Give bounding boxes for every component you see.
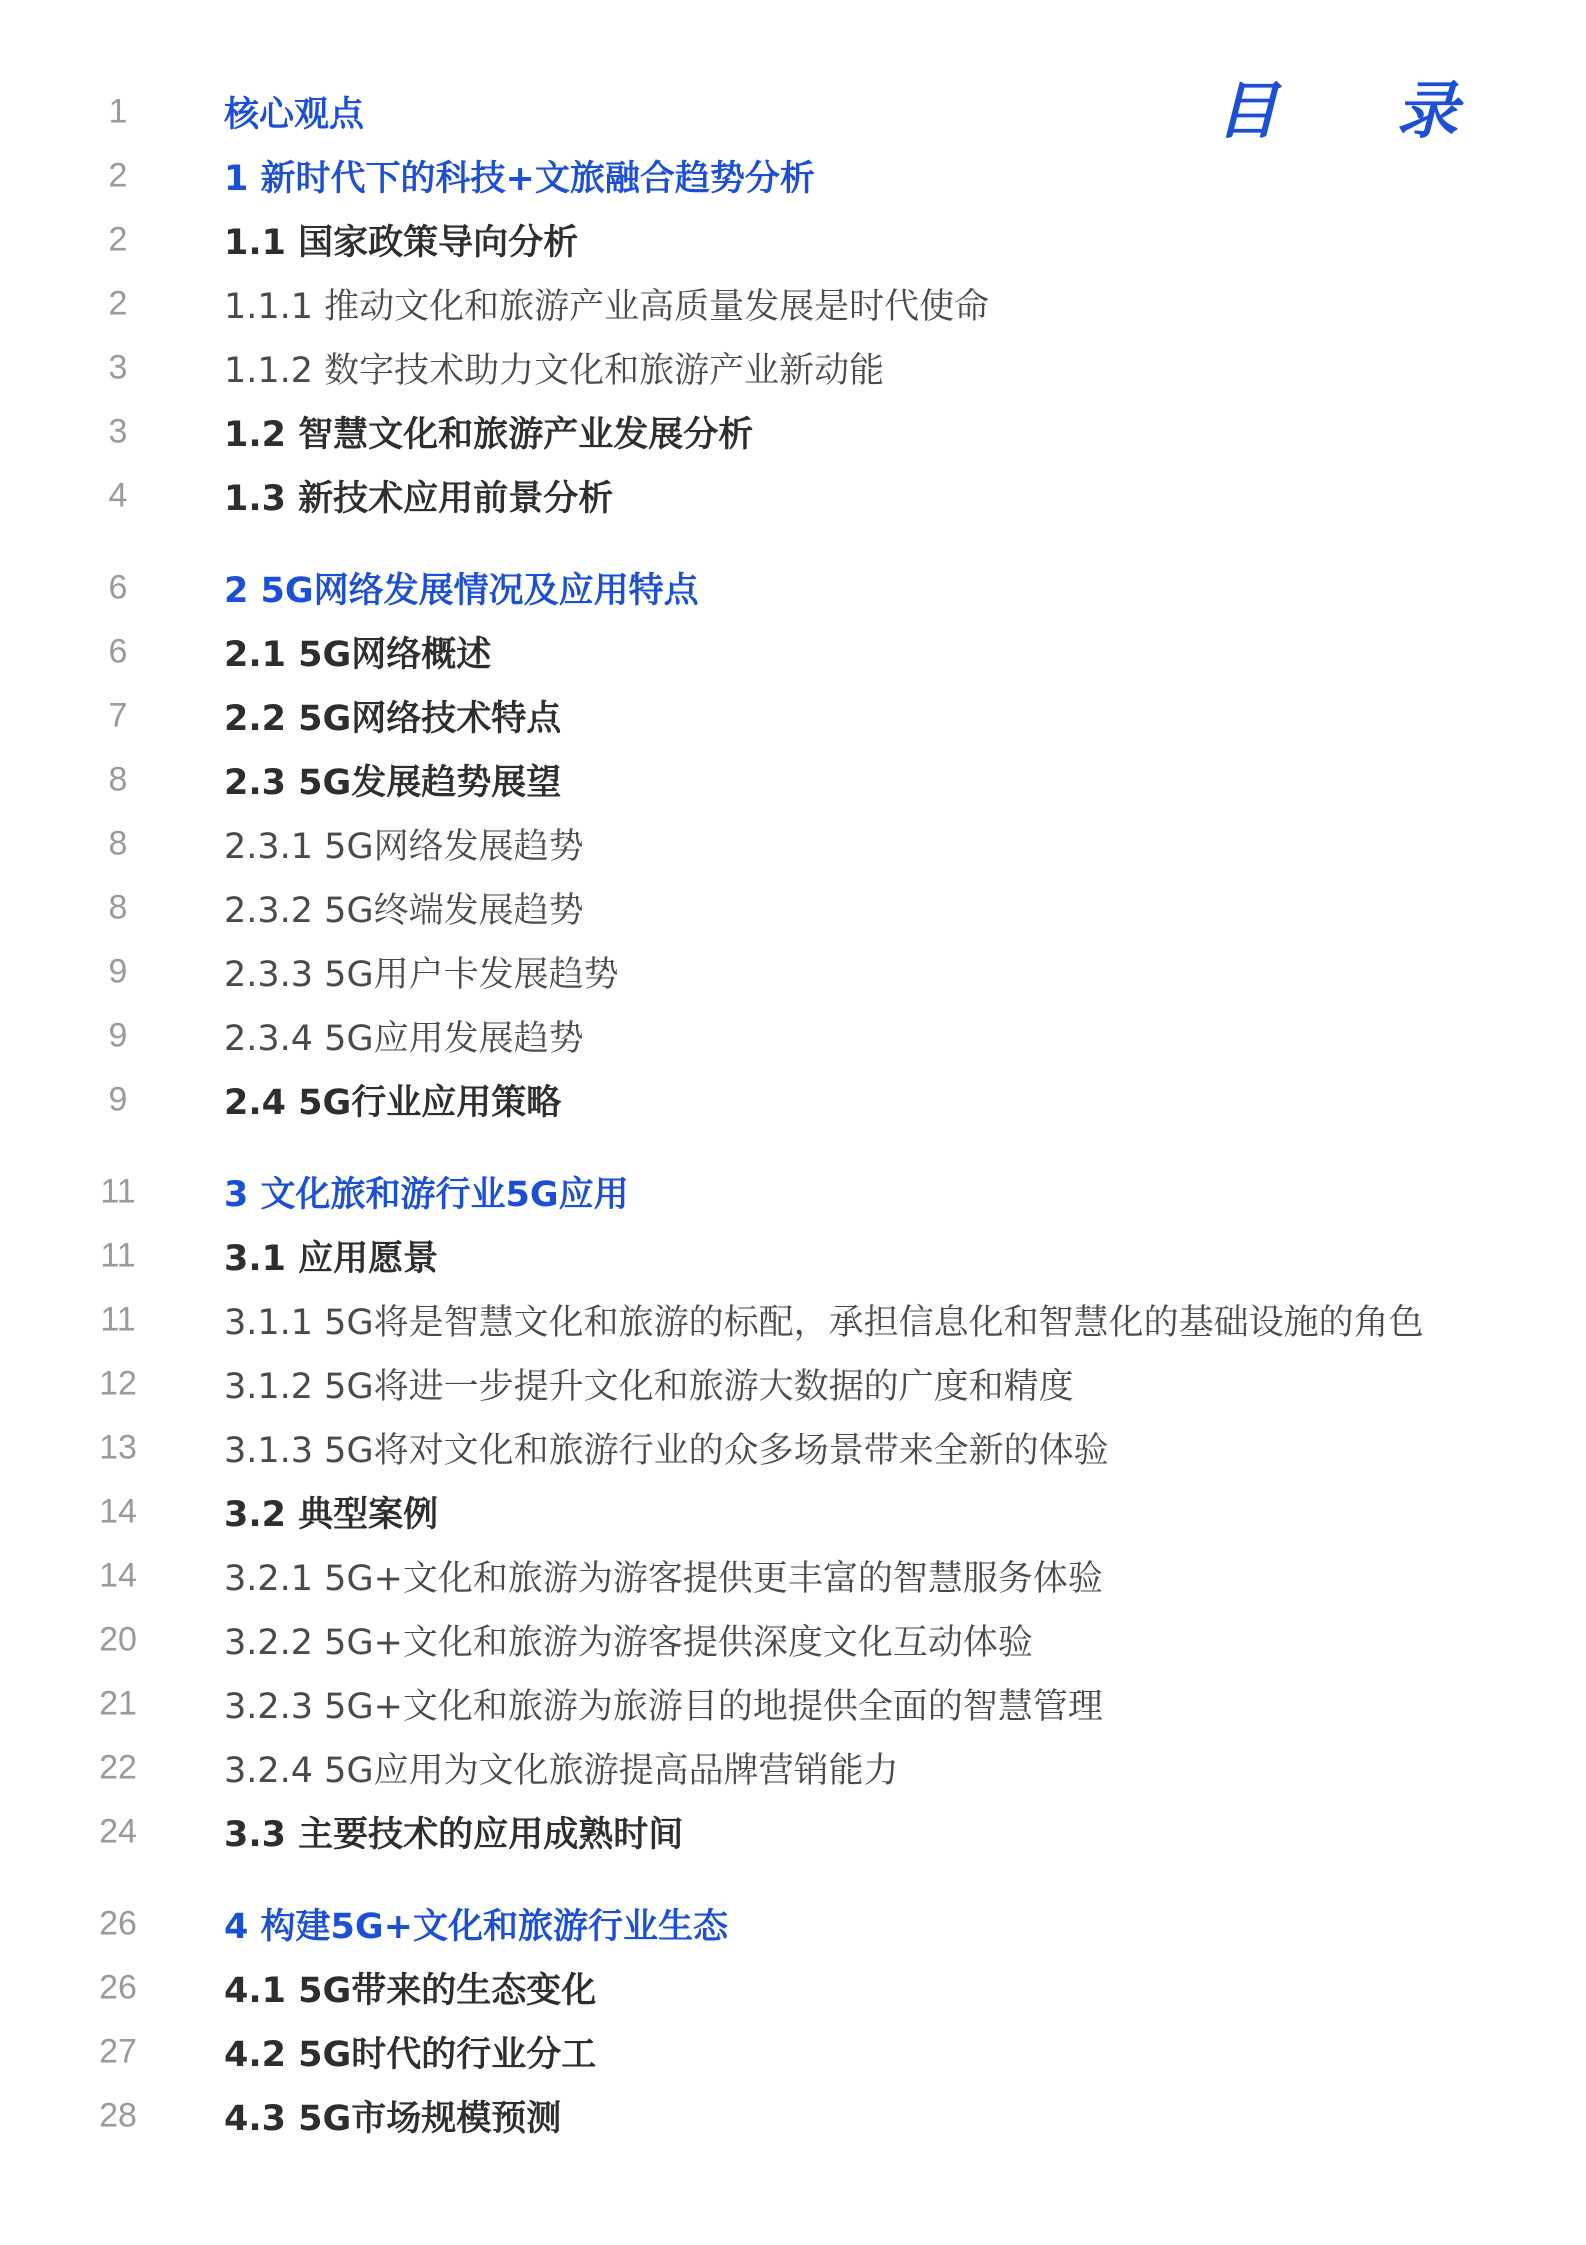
toc-entry-subsection[interactable]	[0, 272, 1586, 336]
toc-page-number: 20	[99, 1620, 137, 1659]
toc-page-number: 4	[108, 476, 128, 515]
toc-entry-subsection[interactable]	[0, 1544, 1586, 1608]
toc-page-number: 13	[99, 1428, 137, 1467]
toc-entry-section[interactable]	[0, 2084, 1586, 2148]
table-of-contents	[0, 74, 1586, 2148]
toc-entry-chapter[interactable]	[0, 1892, 1586, 1956]
toc-entry-title[interactable]: 1.1.1 推动文化和旅游产业高质量发展是时代使命	[224, 287, 990, 327]
toc-page-number: 2	[108, 156, 128, 195]
toc-entry-title[interactable]: 3.2.2 5G+文化和旅游为游客提供深度文化互动体验	[224, 1623, 1033, 1663]
toc-entry-title[interactable]: 1.3 新技术应用前景分析	[224, 479, 614, 519]
toc-entry-subsection[interactable]	[0, 336, 1586, 400]
toc-entry-title[interactable]: 3.1 应用愿景	[224, 1239, 439, 1279]
toc-entry-chapter[interactable]	[0, 1160, 1586, 1224]
toc-entry-chapter[interactable]	[0, 556, 1586, 620]
toc-entry-subsection[interactable]	[0, 940, 1586, 1004]
toc-entry-section[interactable]	[0, 1224, 1586, 1288]
toc-entry-section[interactable]	[0, 1956, 1586, 2020]
toc-page-number: 1	[108, 92, 128, 131]
toc-entry-title[interactable]: 2.3.2 5G终端发展趋势	[224, 891, 584, 931]
toc-entry-section[interactable]	[0, 748, 1586, 812]
toc-entry-section[interactable]	[0, 620, 1586, 684]
toc-entry-title[interactable]: 2.3.3 5G用户卡发展趋势	[224, 955, 619, 995]
toc-entry-title[interactable]: 3 文化旅和游行业5G应用	[224, 1175, 629, 1215]
toc-page-number: 28	[99, 2096, 137, 2135]
toc-entry-section[interactable]	[0, 2020, 1586, 2084]
toc-entry-title[interactable]: 2.1 5G网络概述	[224, 635, 492, 675]
toc-page-number: 6	[108, 632, 128, 671]
toc-page-number: 3	[108, 348, 128, 387]
page-title: 目 录	[1215, 74, 1486, 147]
toc-page-number: 26	[99, 1904, 137, 1943]
toc-entry-section[interactable]	[0, 684, 1586, 748]
toc-entry-chapter[interactable]	[0, 74, 1586, 147]
toc-entry-title[interactable]: 3.1.2 5G将进一步提升文化和旅游大数据的广度和精度	[224, 1367, 1074, 1407]
toc-entry-subsection[interactable]	[0, 876, 1586, 940]
toc-entry-title[interactable]: 3.1.1 5G将是智慧文化和旅游的标配，承担信息化和智慧化的基础设施的角色	[224, 1303, 1424, 1343]
toc-page-number: 8	[108, 824, 128, 863]
toc-page-number: 14	[99, 1492, 137, 1531]
toc-page-number: 27	[99, 2032, 137, 2071]
toc-entry-subsection[interactable]	[0, 812, 1586, 876]
toc-entry-title[interactable]: 2.3.4 5G应用发展趋势	[224, 1019, 584, 1059]
toc-entry-title[interactable]: 4.3 5G市场规模预测	[224, 2099, 562, 2139]
toc-page-number: 9	[108, 952, 128, 991]
toc-entry-title[interactable]: 3.2.1 5G+文化和旅游为游客提供更丰富的智慧服务体验	[224, 1559, 1103, 1599]
toc-page-number: 9	[108, 1080, 128, 1119]
toc-page-number: 7	[108, 696, 128, 735]
toc-entry-section[interactable]	[0, 208, 1586, 272]
toc-entry-title[interactable]: 1.1 国家政策导向分析	[224, 223, 579, 263]
toc-entry-title[interactable]: 3.1.3 5G将对文化和旅游行业的众多场景带来全新的体验	[224, 1431, 1109, 1471]
toc-entry-title[interactable]: 1 新时代下的科技+文旅融合趋势分析	[224, 159, 815, 199]
toc-page-number: 8	[108, 760, 128, 799]
toc-page-number: 24	[99, 1812, 137, 1851]
toc-entry-title[interactable]: 3.2.3 5G+文化和旅游为旅游目的地提供全面的智慧管理	[224, 1687, 1103, 1727]
toc-page-number: 8	[108, 888, 128, 927]
toc-page-number: 9	[108, 1016, 128, 1055]
toc-page-number: 2	[108, 284, 128, 323]
toc-page-number: 11	[100, 1236, 136, 1275]
toc-entry-title[interactable]: 核心观点	[224, 95, 365, 135]
toc-page-number: 11	[100, 1172, 136, 1211]
toc-entry-title[interactable]: 1.2 智慧文化和旅游产业发展分析	[224, 415, 754, 455]
toc-entry-subsection[interactable]	[0, 1416, 1586, 1480]
toc-page-number: 3	[108, 412, 128, 451]
toc-entry-title[interactable]: 2.4 5G行业应用策略	[224, 1083, 562, 1123]
toc-entry-title[interactable]: 2.3 5G发展趋势展望	[224, 763, 562, 803]
toc-entry-title[interactable]: 2.2 5G网络技术特点	[224, 699, 562, 739]
toc-entry-title[interactable]: 2.3.1 5G网络发展趋势	[224, 827, 584, 867]
toc-entry-subsection[interactable]	[0, 1004, 1586, 1068]
toc-page-number: 6	[108, 568, 128, 607]
toc-entry-subsection[interactable]	[0, 1736, 1586, 1800]
toc-entry-title[interactable]: 4.2 5G时代的行业分工	[224, 2035, 597, 2075]
toc-entry-section[interactable]	[0, 1800, 1586, 1864]
toc-page-number: 22	[99, 1748, 137, 1787]
toc-entry-subsection[interactable]	[0, 1608, 1586, 1672]
toc-entry-title[interactable]: 3.2.4 5G应用为文化旅游提高品牌营销能力	[224, 1751, 899, 1791]
toc-entry-title[interactable]: 4.1 5G带来的生态变化	[224, 1971, 597, 2011]
toc-entry-subsection[interactable]	[0, 1288, 1586, 1352]
toc-page-number: 11	[100, 1300, 136, 1339]
toc-entry-subsection[interactable]	[0, 1672, 1586, 1736]
toc-page-number: 14	[99, 1556, 137, 1595]
toc-page-number: 12	[99, 1364, 137, 1403]
toc-entry-section[interactable]	[0, 464, 1586, 528]
toc-entry-title[interactable]: 3.2 典型案例	[224, 1495, 439, 1535]
toc-entry-section[interactable]	[0, 400, 1586, 464]
toc-page-number: 2	[108, 220, 128, 259]
toc-entry-section[interactable]	[0, 1480, 1586, 1544]
toc-page-number: 21	[99, 1684, 137, 1723]
toc-entry-title[interactable]: 4 构建5G+文化和旅游行业生态	[224, 1907, 728, 1947]
toc-page-number: 26	[99, 1968, 137, 2007]
toc-entry-chapter[interactable]	[0, 144, 1586, 208]
toc-entry-title[interactable]: 2 5G网络发展情况及应用特点	[224, 571, 699, 611]
toc-entry-section[interactable]	[0, 1068, 1586, 1132]
toc-entry-title[interactable]: 1.1.2 数字技术助力文化和旅游产业新动能	[224, 351, 885, 391]
toc-entry-title[interactable]: 3.3 主要技术的应用成熟时间	[224, 1815, 684, 1855]
toc-entry-subsection[interactable]	[0, 1352, 1586, 1416]
